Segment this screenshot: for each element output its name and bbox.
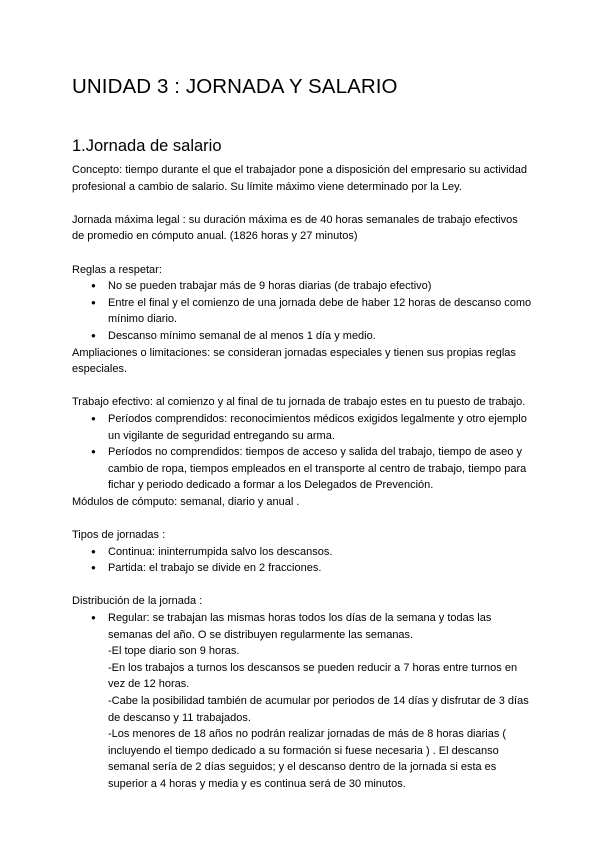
tipos-heading: Tipos de jornadas : (72, 529, 166, 542)
list-item: ● Períodos comprendidos: reconocimientos médicos exigidos legalmente y otro ejemplo un vigilante de seguridad entregando su arma. (108, 411, 532, 444)
section-heading: 1.Jornada de salario (72, 137, 222, 155)
list-item: ● Partida: el trabajo se divide en 2 fracciones. (108, 560, 532, 577)
modulos-paragraph: Módulos de cómputo: semanal, diario y anual . (72, 495, 300, 508)
ampliaciones-paragraph: Ampliaciones o limitaciones: se consideran jornadas especiales y tienen sus propias reglas especiales. (72, 346, 516, 376)
list-item-regular (108, 610, 532, 793)
document-title: UNIDAD 3 : JORNADA Y SALARIO (72, 75, 398, 98)
reglas-list (72, 278, 532, 344)
regular-tope: -El tope diario son 9 horas. (108, 645, 240, 658)
distribucion-heading: Distribución de la jornada : (72, 595, 203, 608)
document-body (72, 162, 532, 793)
tipos-list (72, 544, 532, 577)
trabajo-efectivo-paragraph: Trabajo efectivo: al comienzo y al final de tu jornada de trabajo estes en tu puesto de trabajo. (72, 396, 526, 409)
regular-menores: -Los menores de 18 años no podrán realizar jornadas de más de 8 horas diarias ( incluyendo el tiempo dedicado a su formación si fuese necesaria ) . El descanso semanal sería de 2 días seguidos; y el descanso dentro de la jornada si esta es superior a 4 horas y media y es continua será de 30 minutos. (108, 728, 507, 790)
list-item: ● Entre el final y el comienzo de una jornada debe de haber 12 horas de descanso como mínimo diario. (108, 295, 532, 328)
regular-turnos: -En los trabajos a turnos los descansos se pueden reducir a 7 horas entre turnos en vez de 12 horas. (108, 661, 518, 691)
regular-intro: ● Regular: se trabajan las mismas horas todos los días de la semana y todas las semanas del año. O se distribuyen regularmente las semanas. (108, 612, 492, 641)
list-item: ● No se pueden trabajar más de 9 horas diarias (de trabajo efectivo) (108, 278, 532, 295)
regular-acumular: -Cabe la posibilidad también de acumular por periodos de 14 días y disfrutar de 3 días de descanso y 11 trabajados. (108, 695, 529, 724)
list-item: ● Períodos no comprendidos: tiempos de acceso y salida del trabajo, tiempo de aseo y cambio de ropa, tiempos empleados en el transporte al centro de trabajo, tiempo para fichar y periodo dedicado a formar a los Delegados de Prevención. (108, 444, 532, 494)
list-item: ● Continua: ininterrumpida salvo los descansos. (108, 544, 532, 561)
periodos-list (72, 411, 532, 494)
distribucion-list (72, 610, 532, 793)
list-item: ● Descanso mínimo semanal de al menos 1 día y medio. (108, 328, 532, 345)
reglas-heading: Reglas a respetar: (72, 263, 162, 276)
concepto-paragraph: Concepto: tiempo durante el que el trabajador pone a disposición del empresario su actividad profesional a cambio de salario. Su límite máximo viene determinado por la Ley. (72, 164, 527, 193)
jornada-maxima-paragraph: Jornada máxima legal : su duración máxima es de 40 horas semanales de trabajo efectivos de promedio en cómputo anual. (1826 horas y 27 minutos) (72, 213, 518, 243)
